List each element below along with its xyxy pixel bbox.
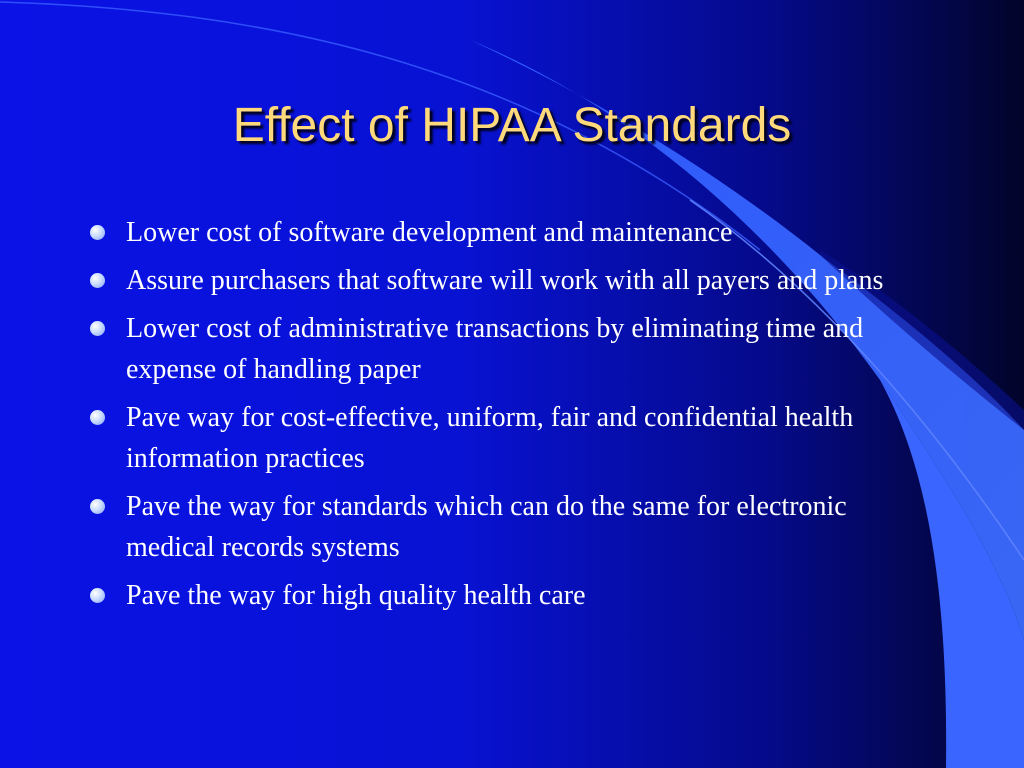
bullet-dot-icon <box>90 410 105 425</box>
bullet-text: Pave the way for high quality health care <box>126 580 586 611</box>
bullet-dot-icon <box>90 499 105 514</box>
bullet-dot-icon <box>90 588 105 603</box>
bullet-text: Assure purchasers that software will work with all payers and plans <box>126 265 884 296</box>
bullet-item <box>88 260 938 301</box>
bullet-dot-icon <box>90 273 105 288</box>
bullet-text: Lower cost of software development and maintenance <box>126 217 733 248</box>
slide-title: Effect of HIPAA Standards <box>232 99 792 152</box>
bullet-dot-icon <box>90 225 105 240</box>
bullet-item <box>88 486 938 568</box>
bullet-text: Pave the way for standards which can do the same for electronic medical records systems <box>126 491 847 563</box>
bullet-item <box>88 212 938 253</box>
bullet-text: Pave way for cost-effective, uniform, fair and confidential health information practices <box>126 402 854 474</box>
bullet-text: Lower cost of administrative transactions by eliminating time and expense of handling paper <box>126 313 864 385</box>
bullet-dot-icon <box>90 321 105 336</box>
bullet-item <box>88 397 938 479</box>
bullet-item <box>88 575 938 616</box>
bullet-list <box>88 212 938 623</box>
bullet-item <box>88 308 938 390</box>
